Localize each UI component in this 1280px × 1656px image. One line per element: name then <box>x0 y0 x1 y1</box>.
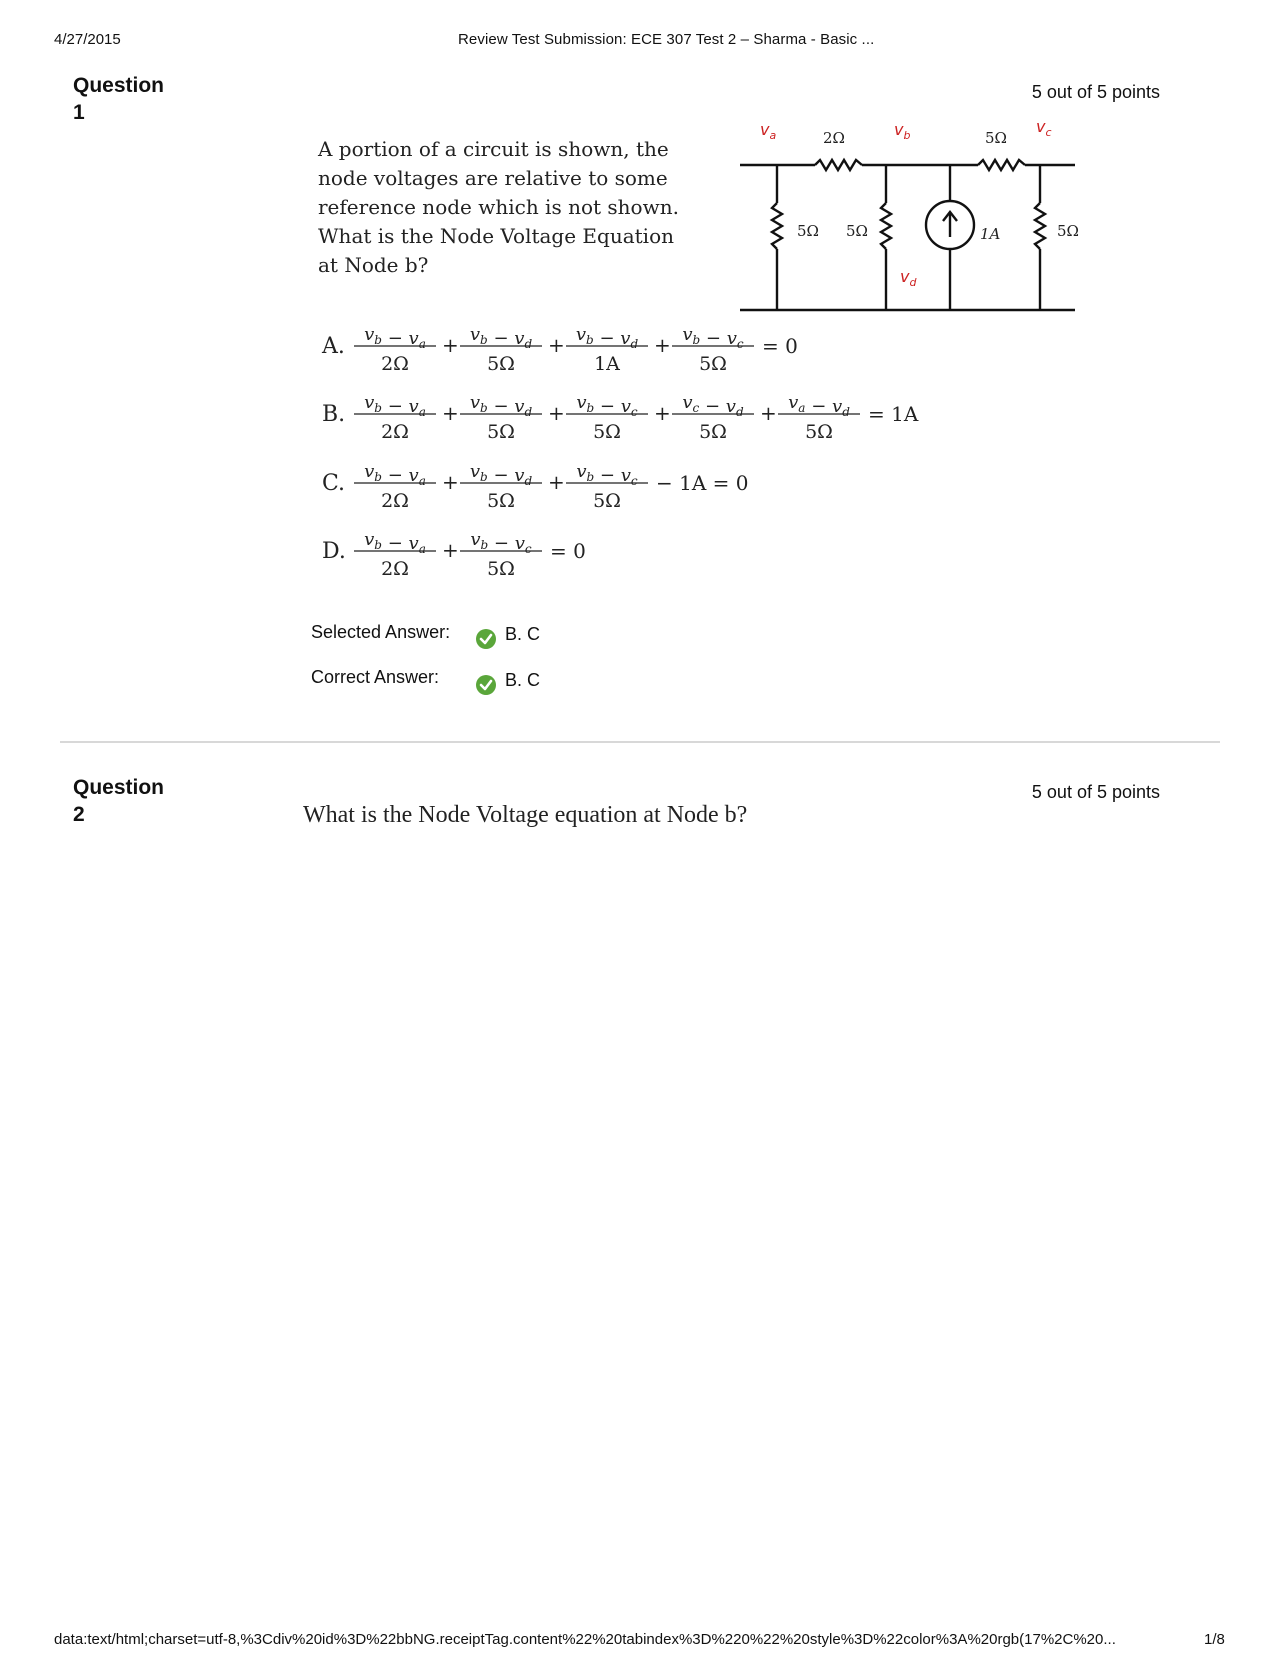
choice-letter: C. <box>322 471 346 496</box>
fraction-numerator: $v_b - v_d$ <box>469 324 533 351</box>
node-a-label: $v_a$ <box>760 120 777 142</box>
answer-choice-c <box>322 461 748 512</box>
fraction-denominator: 5Ω <box>487 421 515 443</box>
equation-rhs: = 1A <box>868 402 919 426</box>
fraction-numerator: $v_a - v_d$ <box>788 392 850 419</box>
fraction-numerator: $v_b - v_a$ <box>364 392 426 419</box>
correct-answer-value: B. C <box>505 670 541 690</box>
plus-sign: + <box>654 333 671 357</box>
fraction-denominator: 2Ω <box>381 490 409 512</box>
question-number: 2 <box>73 803 85 826</box>
fraction-denominator: 1A <box>594 353 620 375</box>
question-number: 1 <box>73 101 85 124</box>
plus-sign: + <box>548 470 565 494</box>
resistor-ab-label: 2Ω <box>823 129 845 147</box>
fraction-numerator: $v_b - v_c$ <box>576 392 638 419</box>
choice-letter: B. <box>322 402 346 427</box>
fraction-denominator: 5Ω <box>805 421 833 443</box>
fraction-numerator: $v_b - v_c$ <box>576 461 638 488</box>
check-icon <box>476 675 496 695</box>
node-c-label: $v_c$ <box>1036 117 1052 139</box>
plus-sign: + <box>442 333 459 357</box>
fraction-denominator: 5Ω <box>593 490 621 512</box>
equation-rhs: = 0 <box>762 334 798 358</box>
equation-rhs: − 1A = 0 <box>656 471 749 495</box>
question-2-label <box>73 774 164 828</box>
print-page-title: Review Test Submission: ECE 307 Test 2 – Sharma - Basic ... <box>458 31 875 48</box>
resistor-b-down-label: 5Ω <box>846 222 868 240</box>
fraction-denominator: 5Ω <box>487 558 515 580</box>
question-label-word: Question <box>73 776 165 799</box>
question-1-points: 5 out of 5 points <box>1031 82 1160 102</box>
resistor-a-down-label: 5Ω <box>797 222 819 240</box>
correct-answer-label: Correct Answer: <box>311 667 440 687</box>
answer-choice-d <box>322 529 586 580</box>
fraction-denominator: 5Ω <box>699 353 727 375</box>
fraction-denominator: 2Ω <box>381 558 409 580</box>
fraction-numerator: $v_b - v_a$ <box>364 461 426 488</box>
equation-rhs: = 0 <box>550 539 586 563</box>
question-1-text: A portion of a circuit is shown, the node voltages are relative to some reference node which is not shown. What is the Node Voltage Equation at Node b? <box>318 137 679 277</box>
resistor-c-down-label: 5Ω <box>1057 222 1079 240</box>
fraction-numerator: $v_b - v_a$ <box>364 529 426 556</box>
fraction-numerator: $v_c - v_d$ <box>682 392 744 419</box>
print-page-number: 1/8 <box>1204 1631 1225 1648</box>
plus-sign: + <box>442 538 459 562</box>
plus-sign: + <box>548 333 565 357</box>
fraction-numerator: $v_b - v_d$ <box>469 392 533 419</box>
choice-letter: D. <box>322 539 346 564</box>
print-footer-url: data:text/html;charset=utf-8,%3Cdiv%20id%3D%22bbNG.receiptTag.content%22%20tabindex%3D%220%22%20style%3D%22color%3A%20rgb(17%2C%20... <box>54 1631 1116 1648</box>
question-2-text: What is the Node Voltage equation at Node b? <box>303 802 748 828</box>
fraction-numerator: $v_b - v_d$ <box>575 324 639 351</box>
fraction-numerator: $v_b - v_a$ <box>364 324 426 351</box>
plus-sign: + <box>442 470 459 494</box>
fraction-denominator: 2Ω <box>381 353 409 375</box>
question-2-points: 5 out of 5 points <box>1031 782 1160 802</box>
fraction-denominator: 5Ω <box>487 490 515 512</box>
fraction-denominator: 5Ω <box>593 421 621 443</box>
answer-choice-a <box>321 324 798 375</box>
question-divider <box>60 741 1220 743</box>
circuit-diagram <box>730 115 1090 315</box>
selected-answer-label: Selected Answer: <box>311 622 451 642</box>
resistor-bc-label: 5Ω <box>985 129 1007 147</box>
fraction-denominator: 5Ω <box>487 353 515 375</box>
fraction-numerator: $v_b - v_c$ <box>682 324 744 351</box>
fraction-numerator: $v_b - v_c$ <box>470 529 532 556</box>
question-1-label <box>73 72 164 126</box>
plus-sign: + <box>442 401 459 425</box>
answer-choice-b <box>322 392 919 443</box>
node-b-label: $v_b$ <box>894 120 911 142</box>
fraction-numerator: $v_b - v_d$ <box>469 461 533 488</box>
selected-answer-value: B. C <box>505 624 541 644</box>
current-source-label: 1A <box>980 225 1001 243</box>
plus-sign: + <box>654 401 671 425</box>
fraction-denominator: 5Ω <box>699 421 727 443</box>
check-icon <box>476 629 496 649</box>
fraction-denominator: 2Ω <box>381 421 409 443</box>
question-label-word: Question <box>73 74 165 97</box>
node-d-label: $v_d$ <box>900 267 917 289</box>
answer-choices <box>310 310 919 580</box>
plus-sign: + <box>760 401 777 425</box>
plus-sign: + <box>548 401 565 425</box>
choice-letter: A. <box>322 334 345 359</box>
print-date: 4/27/2015 <box>54 31 121 48</box>
